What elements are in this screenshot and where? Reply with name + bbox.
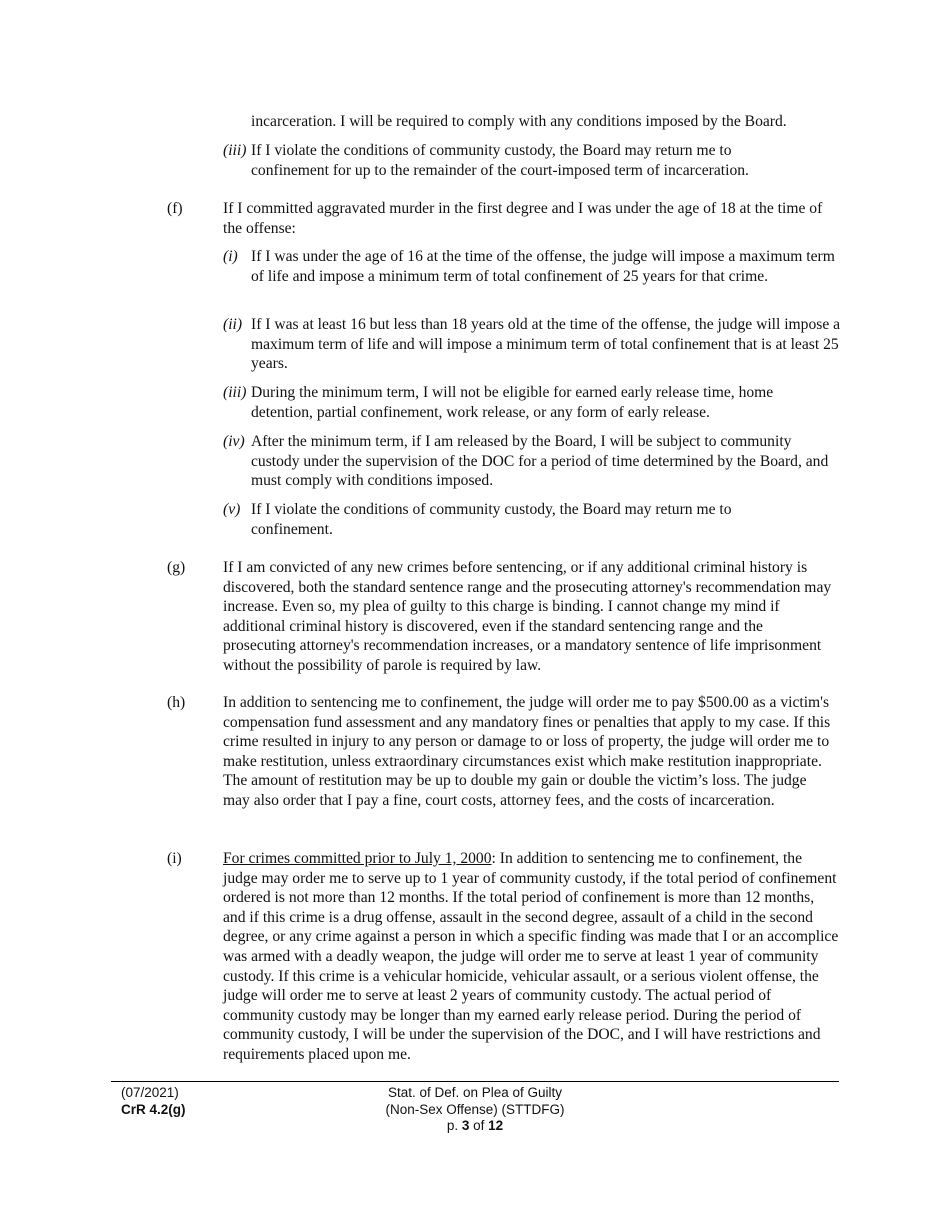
item-text: If I violate the conditions of community custody, the Board may return me to confinement.	[251, 501, 732, 538]
item-number: (ii)	[223, 316, 243, 333]
item-text: If I was at least 16 but less than 18 years old at the time of the offense, the judge will impose a maximum term of life and will impose a minimum term of total confinement that is at least 25 years.	[251, 316, 841, 373]
section-f-item-iv	[223, 432, 843, 492]
footer-title-line2: (Non-Sex Offense) (STTDFG)	[385, 1101, 565, 1117]
section-h-label: (h)	[167, 694, 186, 711]
item-text: If I was under the age of 16 at the time of the offense, the judge will impose a maximum term of life and impose a minimum term of total confinement of 25 years for that crime.	[251, 248, 835, 285]
continuation-line: incarceration. I will be required to comply with any conditions imposed by the Board.	[251, 113, 787, 130]
item-number: (i)	[223, 248, 238, 265]
section-f-item-iii	[223, 383, 843, 423]
section-f-text: If I committed aggravated murder in the first degree and I was under the age of 18 at the time of the offense:	[223, 200, 823, 237]
continuation-item-iii	[223, 141, 843, 181]
section-f-item-ii	[223, 315, 843, 375]
footer-divider	[111, 1081, 839, 1082]
item-number: (iv)	[223, 433, 245, 450]
item-text: After the minimum term, if I am released by the Board, I will be subject to community custody under the supervision of the DOC for a period of time determined by the Board, and must comply with conditions imposed.	[251, 433, 829, 490]
section-g-text: If I am convicted of any new crimes before sentencing, or if any additional criminal history is discovered, both the standard sentence range and the prosecuting attorney's recommendation may increase. Even so, my plea of guilty to this charge is binding. I cannot change my mind if additional criminal history is discovered, even if the standard sentencing range and the prosecuting attorney's recommendation increases, or a mandatory sentence of life imprisonment without the possibility of parole is required by law.	[223, 559, 832, 674]
footer-page-number: p. 3 of 12	[446, 1118, 504, 1133]
section-i-underlined-heading: For crimes committed prior to July 1, 2000	[223, 850, 492, 867]
section-g-label: (g)	[167, 559, 186, 576]
section-f-item-v	[223, 500, 843, 540]
footer-title-line1: Stat. of Def. on Plea of Guilty	[387, 1085, 563, 1100]
item-number: (iii)	[223, 384, 247, 401]
section-i-body: : In addition to sentencing me to confinement, the judge may order me to serve up to 1 year of community custody, if the total period of confinement ordered is not more than 12 months. If the total period of confinement is more than 12 months, and if this crime is a drug offense, assault in the second degree, assault of a child in the second degree, or any crime against a person in which a specific finding was made that I or an accomplice was armed with a deadly weapon, the judge will order me to serve at least 1 year of community custody. If this crime is a vehicular homicide, vehicular assault, or a serious violent offense, the judge will order me to serve at least 2 years of community custody. The actual period of community custody may be longer than my earned early release period. During the period of community custody, I will be under the supervision of the DOC, and I will have restrictions and requirements placed upon me.	[223, 850, 839, 1063]
section-f-item-i	[223, 247, 843, 307]
section-f-label: (f)	[167, 200, 183, 217]
item-text: During the minimum term, I will not be eligible for earned early release time, home detention, partial confinement, work release, or any form of early release.	[251, 384, 774, 421]
item-text: If I violate the conditions of community custody, the Board may return me to confinement for up to the remainder of the court-imposed term of incarceration.	[251, 142, 749, 179]
section-h-text: In addition to sentencing me to confinement, the judge will order me to pay $500.00 as a victim's compensation fund assessment and any mandatory fines or penalties that apply to my case. If this crime resulted in injury to any person or damage to or loss of property, the judge will order me to make restitution, unless extraordinary circumstances exist which make restitution inappropriate. The amount of restitution may be up to double my gain or double the victim’s loss. The judge may also order that I pay a fine, court costs, attorney fees, and the costs of incarceration.	[223, 694, 831, 809]
footer-left	[121, 1085, 186, 1118]
item-number: (iii)	[223, 142, 247, 159]
section-i-text	[223, 849, 839, 1065]
footer-date: (07/2021)	[121, 1085, 179, 1100]
item-number: (v)	[223, 501, 241, 518]
section-i-label: (i)	[167, 850, 182, 867]
footer-center	[325, 1085, 625, 1135]
footer-rule: CrR 4.2(g)	[121, 1101, 186, 1117]
